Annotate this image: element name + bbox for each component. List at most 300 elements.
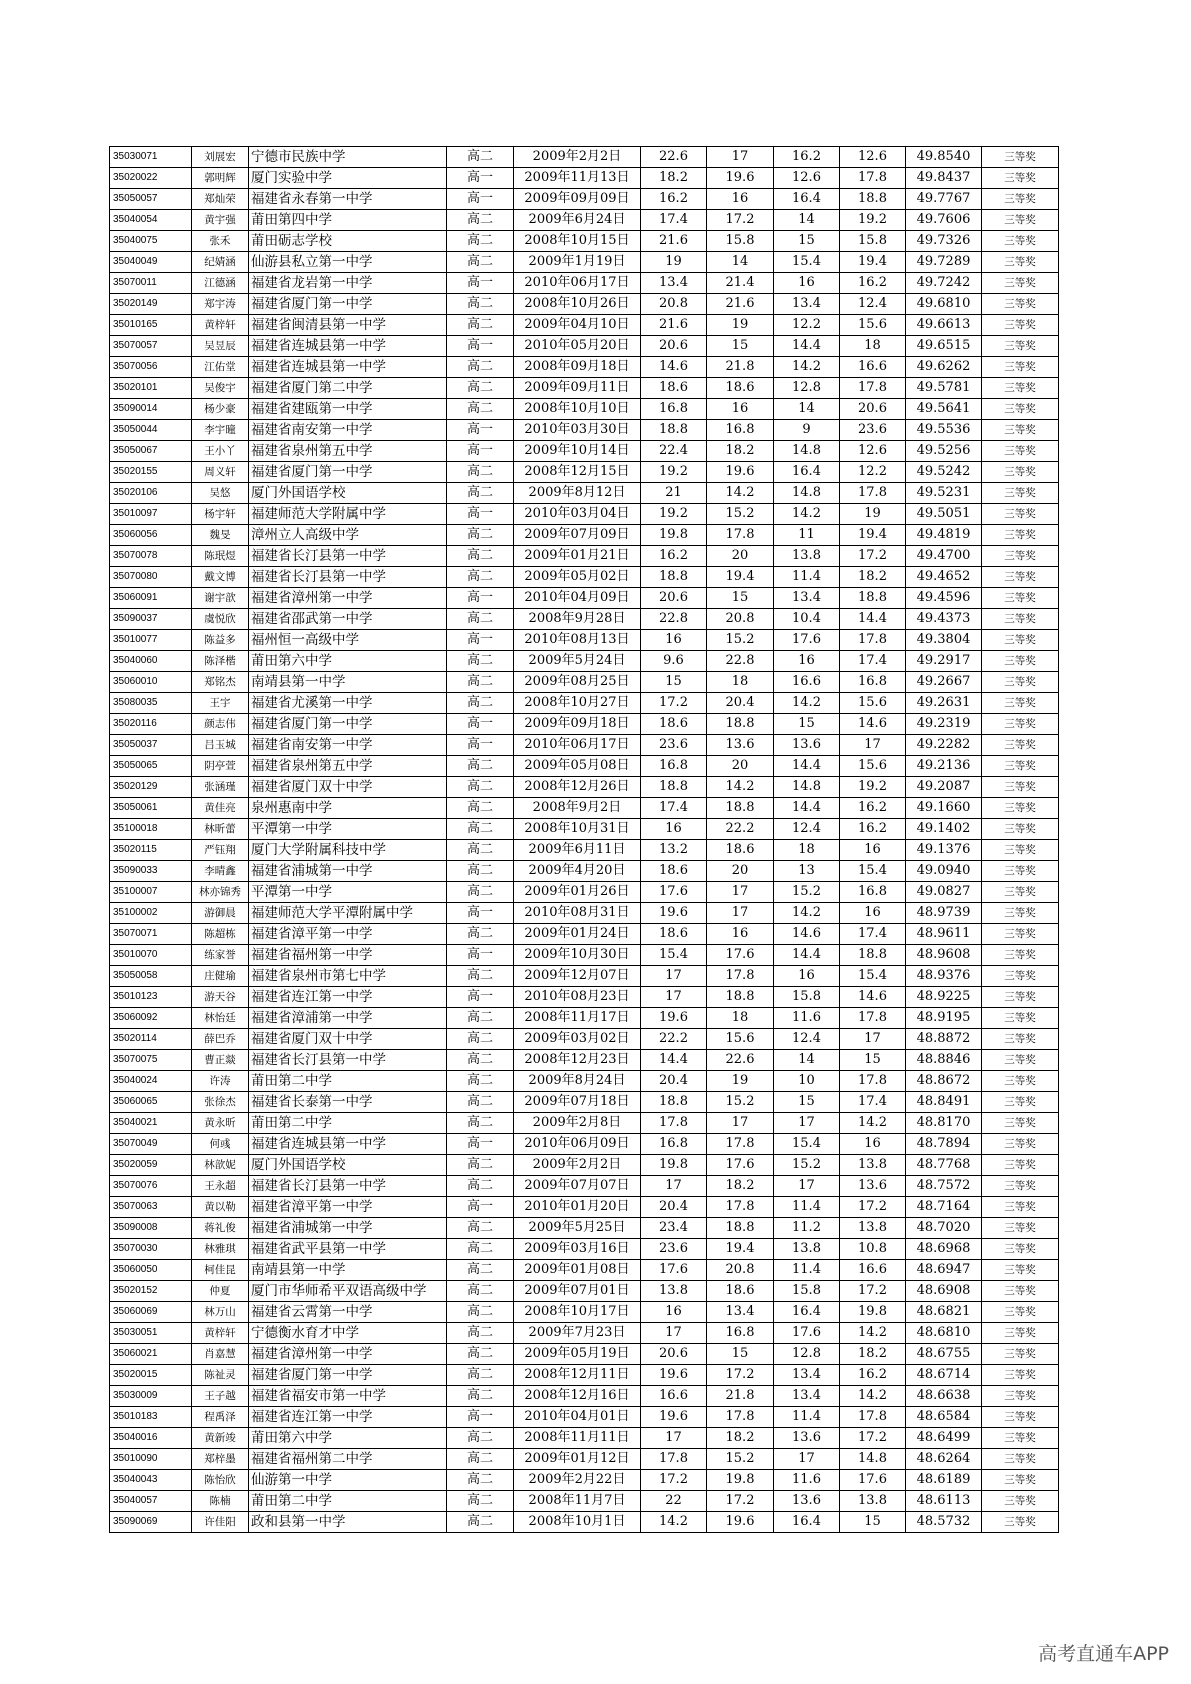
score-2-cell: 15 bbox=[707, 1344, 774, 1365]
student-id-cell: 35020114 bbox=[110, 1029, 192, 1050]
total-score-cell: 49.6515 bbox=[906, 336, 982, 357]
score-3-cell: 17 bbox=[774, 1113, 840, 1134]
total-score-cell: 49.5781 bbox=[906, 378, 982, 399]
school-cell: 福建省连城县第一中学 bbox=[249, 1134, 447, 1155]
score-3-cell: 17 bbox=[774, 1449, 840, 1470]
score-4-cell: 18.2 bbox=[840, 567, 906, 588]
total-score-cell: 49.6613 bbox=[906, 315, 982, 336]
birthdate-cell: 2010年04月09日 bbox=[514, 588, 641, 609]
grade-cell: 高一 bbox=[447, 189, 514, 210]
score-2-cell: 17 bbox=[707, 147, 774, 168]
table-row bbox=[110, 273, 1059, 294]
school-cell: 福建省建瓯第一中学 bbox=[249, 399, 447, 420]
student-name-cell: 柯佳昆 bbox=[192, 1260, 249, 1281]
score-3-cell: 11.4 bbox=[774, 1407, 840, 1428]
table-row bbox=[110, 546, 1059, 567]
score-4-cell: 15 bbox=[840, 1050, 906, 1071]
student-name-cell: 林雅琪 bbox=[192, 1239, 249, 1260]
award-cell: 三等奖 bbox=[982, 525, 1059, 546]
award-cell: 三等奖 bbox=[982, 1008, 1059, 1029]
award-cell: 三等奖 bbox=[982, 1344, 1059, 1365]
score-3-cell: 13.4 bbox=[774, 294, 840, 315]
student-name-cell: 王永超 bbox=[192, 1176, 249, 1197]
table-row bbox=[110, 231, 1059, 252]
score-2-cell: 20 bbox=[707, 756, 774, 777]
award-cell: 三等奖 bbox=[982, 630, 1059, 651]
score-1-cell: 17 bbox=[641, 966, 707, 987]
student-name-cell: 吴昱辰 bbox=[192, 336, 249, 357]
total-score-cell: 48.8491 bbox=[906, 1092, 982, 1113]
table-row bbox=[110, 1092, 1059, 1113]
student-id-cell: 35080035 bbox=[110, 693, 192, 714]
student-id-cell: 35070049 bbox=[110, 1134, 192, 1155]
total-score-cell: 49.1660 bbox=[906, 798, 982, 819]
student-id-cell: 35020152 bbox=[110, 1281, 192, 1302]
score-1-cell: 17 bbox=[641, 987, 707, 1008]
score-4-cell: 13.8 bbox=[840, 1491, 906, 1512]
score-2-cell: 18.6 bbox=[707, 840, 774, 861]
grade-cell: 高二 bbox=[447, 1365, 514, 1386]
score-1-cell: 18.6 bbox=[641, 924, 707, 945]
score-4-cell: 18.8 bbox=[840, 588, 906, 609]
birthdate-cell: 2008年12月23日 bbox=[514, 1050, 641, 1071]
school-cell: 福建省长泰第一中学 bbox=[249, 1092, 447, 1113]
total-score-cell: 48.7572 bbox=[906, 1176, 982, 1197]
school-cell: 政和县第一中学 bbox=[249, 1512, 447, 1533]
student-name-cell: 曹正燚 bbox=[192, 1050, 249, 1071]
score-4-cell: 17.8 bbox=[840, 1071, 906, 1092]
score-1-cell: 15 bbox=[641, 672, 707, 693]
score-2-cell: 21.8 bbox=[707, 357, 774, 378]
grade-cell: 高二 bbox=[447, 1344, 514, 1365]
total-score-cell: 48.7164 bbox=[906, 1197, 982, 1218]
table-row bbox=[110, 294, 1059, 315]
score-3-cell: 17 bbox=[774, 1176, 840, 1197]
score-4-cell: 16.8 bbox=[840, 672, 906, 693]
total-score-cell: 49.7606 bbox=[906, 210, 982, 231]
table-row bbox=[110, 1323, 1059, 1344]
school-cell: 福建省连江第一中学 bbox=[249, 1407, 447, 1428]
school-cell: 福建省武平县第一中学 bbox=[249, 1239, 447, 1260]
birthdate-cell: 2008年9月2日 bbox=[514, 798, 641, 819]
school-cell: 福建省厦门双十中学 bbox=[249, 1029, 447, 1050]
score-4-cell: 15.6 bbox=[840, 315, 906, 336]
score-2-cell: 18.2 bbox=[707, 1428, 774, 1449]
birthdate-cell: 2010年03月30日 bbox=[514, 420, 641, 441]
score-4-cell: 18.8 bbox=[840, 189, 906, 210]
score-4-cell: 17.2 bbox=[840, 1428, 906, 1449]
grade-cell: 高一 bbox=[447, 1134, 514, 1155]
score-2-cell: 17 bbox=[707, 882, 774, 903]
table-row bbox=[110, 1113, 1059, 1134]
total-score-cell: 48.7894 bbox=[906, 1134, 982, 1155]
student-id-cell: 35060010 bbox=[110, 672, 192, 693]
score-1-cell: 14.2 bbox=[641, 1512, 707, 1533]
birthdate-cell: 2009年8月12日 bbox=[514, 483, 641, 504]
award-cell: 三等奖 bbox=[982, 462, 1059, 483]
score-4-cell: 18.8 bbox=[840, 945, 906, 966]
total-score-cell: 49.5051 bbox=[906, 504, 982, 525]
score-1-cell: 18.2 bbox=[641, 168, 707, 189]
score-2-cell: 20 bbox=[707, 861, 774, 882]
total-score-cell: 48.6264 bbox=[906, 1449, 982, 1470]
birthdate-cell: 2009年05月08日 bbox=[514, 756, 641, 777]
school-cell: 福建省厦门第二中学 bbox=[249, 378, 447, 399]
school-cell: 福建省南安第一中学 bbox=[249, 735, 447, 756]
grade-cell: 高二 bbox=[447, 1029, 514, 1050]
score-1-cell: 9.6 bbox=[641, 651, 707, 672]
total-score-cell: 49.3804 bbox=[906, 630, 982, 651]
score-3-cell: 16.4 bbox=[774, 1302, 840, 1323]
award-cell: 三等奖 bbox=[982, 1197, 1059, 1218]
student-id-cell: 35070030 bbox=[110, 1239, 192, 1260]
student-id-cell: 35020059 bbox=[110, 1155, 192, 1176]
total-score-cell: 49.4819 bbox=[906, 525, 982, 546]
table-row bbox=[110, 798, 1059, 819]
score-4-cell: 16.2 bbox=[840, 798, 906, 819]
student-name-cell: 许涛 bbox=[192, 1071, 249, 1092]
score-2-cell: 15.2 bbox=[707, 1092, 774, 1113]
score-1-cell: 19.2 bbox=[641, 462, 707, 483]
score-4-cell: 17.2 bbox=[840, 1197, 906, 1218]
score-1-cell: 13.8 bbox=[641, 1281, 707, 1302]
school-cell: 福州恒一高级中学 bbox=[249, 630, 447, 651]
award-cell: 三等奖 bbox=[982, 714, 1059, 735]
grade-cell: 高一 bbox=[447, 1197, 514, 1218]
table-row bbox=[110, 1512, 1059, 1533]
score-1-cell: 18.8 bbox=[641, 777, 707, 798]
score-2-cell: 22.8 bbox=[707, 651, 774, 672]
score-3-cell: 13.8 bbox=[774, 546, 840, 567]
student-id-cell: 35050061 bbox=[110, 798, 192, 819]
student-id-cell: 35030051 bbox=[110, 1323, 192, 1344]
score-4-cell: 12.2 bbox=[840, 462, 906, 483]
score-4-cell: 17 bbox=[840, 735, 906, 756]
table-row bbox=[110, 1491, 1059, 1512]
table-row bbox=[110, 420, 1059, 441]
total-score-cell: 49.1376 bbox=[906, 840, 982, 861]
student-name-cell: 杨少豪 bbox=[192, 399, 249, 420]
total-score-cell: 48.5732 bbox=[906, 1512, 982, 1533]
score-4-cell: 17.8 bbox=[840, 483, 906, 504]
school-cell: 莆田第二中学 bbox=[249, 1491, 447, 1512]
school-cell: 福建省泉州第五中学 bbox=[249, 756, 447, 777]
score-2-cell: 19.6 bbox=[707, 168, 774, 189]
score-3-cell: 16 bbox=[774, 651, 840, 672]
score-1-cell: 22.8 bbox=[641, 609, 707, 630]
score-3-cell: 13.6 bbox=[774, 735, 840, 756]
table-row bbox=[110, 777, 1059, 798]
score-3-cell: 18 bbox=[774, 840, 840, 861]
score-3-cell: 13.4 bbox=[774, 1365, 840, 1386]
score-4-cell: 17.8 bbox=[840, 1008, 906, 1029]
grade-cell: 高二 bbox=[447, 756, 514, 777]
award-cell: 三等奖 bbox=[982, 1281, 1059, 1302]
grade-cell: 高二 bbox=[447, 147, 514, 168]
total-score-cell: 49.4652 bbox=[906, 567, 982, 588]
score-1-cell: 19.8 bbox=[641, 525, 707, 546]
total-score-cell: 48.6638 bbox=[906, 1386, 982, 1407]
total-score-cell: 48.9225 bbox=[906, 987, 982, 1008]
school-cell: 福建省泉州第五中学 bbox=[249, 441, 447, 462]
grade-cell: 高二 bbox=[447, 525, 514, 546]
grade-cell: 高二 bbox=[447, 1092, 514, 1113]
total-score-cell: 48.6189 bbox=[906, 1470, 982, 1491]
student-id-cell: 35030071 bbox=[110, 147, 192, 168]
student-id-cell: 35090033 bbox=[110, 861, 192, 882]
total-score-cell: 49.7326 bbox=[906, 231, 982, 252]
student-id-cell: 35010123 bbox=[110, 987, 192, 1008]
score-3-cell: 14.4 bbox=[774, 756, 840, 777]
grade-cell: 高二 bbox=[447, 609, 514, 630]
score-2-cell: 17.2 bbox=[707, 210, 774, 231]
award-cell: 三等奖 bbox=[982, 378, 1059, 399]
score-3-cell: 12.6 bbox=[774, 168, 840, 189]
student-name-cell: 谢宇歆 bbox=[192, 588, 249, 609]
score-3-cell: 9 bbox=[774, 420, 840, 441]
grade-cell: 高二 bbox=[447, 1512, 514, 1533]
score-3-cell: 11.6 bbox=[774, 1470, 840, 1491]
table-row bbox=[110, 651, 1059, 672]
score-2-cell: 18.8 bbox=[707, 714, 774, 735]
score-1-cell: 17.4 bbox=[641, 798, 707, 819]
award-cell: 三等奖 bbox=[982, 1218, 1059, 1239]
score-1-cell: 20.4 bbox=[641, 1197, 707, 1218]
award-cell: 三等奖 bbox=[982, 273, 1059, 294]
school-cell: 莆田第六中学 bbox=[249, 1428, 447, 1449]
total-score-cell: 49.8437 bbox=[906, 168, 982, 189]
results-table bbox=[109, 146, 1059, 1533]
score-1-cell: 19.6 bbox=[641, 1008, 707, 1029]
award-cell: 三等奖 bbox=[982, 1470, 1059, 1491]
student-name-cell: 严钰翔 bbox=[192, 840, 249, 861]
award-cell: 三等奖 bbox=[982, 1029, 1059, 1050]
student-name-cell: 吴悠 bbox=[192, 483, 249, 504]
student-name-cell: 蒋礼俊 bbox=[192, 1218, 249, 1239]
student-name-cell: 郭明辉 bbox=[192, 168, 249, 189]
total-score-cell: 49.5641 bbox=[906, 399, 982, 420]
award-cell: 三等奖 bbox=[982, 1050, 1059, 1071]
score-4-cell: 18 bbox=[840, 336, 906, 357]
grade-cell: 高二 bbox=[447, 819, 514, 840]
score-4-cell: 14.2 bbox=[840, 1113, 906, 1134]
student-name-cell: 刘展宏 bbox=[192, 147, 249, 168]
birthdate-cell: 2008年9月28日 bbox=[514, 609, 641, 630]
grade-cell: 高二 bbox=[447, 483, 514, 504]
score-4-cell: 14.2 bbox=[840, 1386, 906, 1407]
score-1-cell: 18.6 bbox=[641, 714, 707, 735]
score-2-cell: 19.4 bbox=[707, 567, 774, 588]
grade-cell: 高二 bbox=[447, 1428, 514, 1449]
school-cell: 福建省浦城第一中学 bbox=[249, 861, 447, 882]
score-2-cell: 15.8 bbox=[707, 231, 774, 252]
birthdate-cell: 2008年10月10日 bbox=[514, 399, 641, 420]
student-name-cell: 庄健瑜 bbox=[192, 966, 249, 987]
score-4-cell: 12.6 bbox=[840, 147, 906, 168]
birthdate-cell: 2009年7月23日 bbox=[514, 1323, 641, 1344]
award-cell: 三等奖 bbox=[982, 777, 1059, 798]
score-4-cell: 19.8 bbox=[840, 1302, 906, 1323]
student-name-cell: 肖嘉慧 bbox=[192, 1344, 249, 1365]
score-2-cell: 16 bbox=[707, 924, 774, 945]
score-1-cell: 16.8 bbox=[641, 756, 707, 777]
score-4-cell: 16.2 bbox=[840, 1365, 906, 1386]
score-4-cell: 17.4 bbox=[840, 651, 906, 672]
score-3-cell: 15.8 bbox=[774, 987, 840, 1008]
grade-cell: 高一 bbox=[447, 1407, 514, 1428]
score-3-cell: 14.6 bbox=[774, 924, 840, 945]
total-score-cell: 48.9611 bbox=[906, 924, 982, 945]
total-score-cell: 48.8672 bbox=[906, 1071, 982, 1092]
table-row bbox=[110, 1050, 1059, 1071]
birthdate-cell: 2010年06月17日 bbox=[514, 735, 641, 756]
score-3-cell: 15.2 bbox=[774, 882, 840, 903]
student-id-cell: 35030009 bbox=[110, 1386, 192, 1407]
school-cell: 福建省漳平第一中学 bbox=[249, 924, 447, 945]
total-score-cell: 49.2667 bbox=[906, 672, 982, 693]
student-id-cell: 35070057 bbox=[110, 336, 192, 357]
table-row bbox=[110, 399, 1059, 420]
award-cell: 三等奖 bbox=[982, 861, 1059, 882]
score-2-cell: 20.4 bbox=[707, 693, 774, 714]
score-3-cell: 14.8 bbox=[774, 777, 840, 798]
score-2-cell: 15.2 bbox=[707, 630, 774, 651]
total-score-cell: 48.9376 bbox=[906, 966, 982, 987]
score-4-cell: 13.6 bbox=[840, 1176, 906, 1197]
school-cell: 福建省连城县第一中学 bbox=[249, 357, 447, 378]
total-score-cell: 49.2917 bbox=[906, 651, 982, 672]
grade-cell: 高二 bbox=[447, 1071, 514, 1092]
student-name-cell: 李晴鑫 bbox=[192, 861, 249, 882]
total-score-cell: 49.5536 bbox=[906, 420, 982, 441]
birthdate-cell: 2009年1月19日 bbox=[514, 252, 641, 273]
student-name-cell: 何彧 bbox=[192, 1134, 249, 1155]
score-3-cell: 13.4 bbox=[774, 588, 840, 609]
score-3-cell: 11 bbox=[774, 525, 840, 546]
score-1-cell: 16 bbox=[641, 630, 707, 651]
school-cell: 福建省福安市第一中学 bbox=[249, 1386, 447, 1407]
birthdate-cell: 2009年03月02日 bbox=[514, 1029, 641, 1050]
student-name-cell: 张徐杰 bbox=[192, 1092, 249, 1113]
score-2-cell: 17.2 bbox=[707, 1365, 774, 1386]
results-table-wrap bbox=[109, 146, 1059, 1533]
student-name-cell: 江德涵 bbox=[192, 273, 249, 294]
birthdate-cell: 2009年2月22日 bbox=[514, 1470, 641, 1491]
score-1-cell: 20.6 bbox=[641, 336, 707, 357]
student-id-cell: 35040016 bbox=[110, 1428, 192, 1449]
birthdate-cell: 2010年08月23日 bbox=[514, 987, 641, 1008]
total-score-cell: 49.4373 bbox=[906, 609, 982, 630]
score-2-cell: 19 bbox=[707, 1071, 774, 1092]
score-3-cell: 14.2 bbox=[774, 357, 840, 378]
student-id-cell: 35010165 bbox=[110, 315, 192, 336]
total-score-cell: 48.6908 bbox=[906, 1281, 982, 1302]
table-row bbox=[110, 1071, 1059, 1092]
score-1-cell: 13.2 bbox=[641, 840, 707, 861]
score-2-cell: 22.6 bbox=[707, 1050, 774, 1071]
student-name-cell: 郑梓墨 bbox=[192, 1449, 249, 1470]
student-name-cell: 林歆妮 bbox=[192, 1155, 249, 1176]
student-name-cell: 张禾 bbox=[192, 231, 249, 252]
score-3-cell: 14 bbox=[774, 210, 840, 231]
award-cell: 三等奖 bbox=[982, 966, 1059, 987]
birthdate-cell: 2009年01月26日 bbox=[514, 882, 641, 903]
score-2-cell: 16 bbox=[707, 399, 774, 420]
score-4-cell: 17.6 bbox=[840, 1470, 906, 1491]
award-cell: 三等奖 bbox=[982, 567, 1059, 588]
score-3-cell: 11.4 bbox=[774, 1260, 840, 1281]
student-name-cell: 游御晨 bbox=[192, 903, 249, 924]
score-4-cell: 19.2 bbox=[840, 210, 906, 231]
birthdate-cell: 2009年6月24日 bbox=[514, 210, 641, 231]
score-1-cell: 16.6 bbox=[641, 1386, 707, 1407]
total-score-cell: 49.0940 bbox=[906, 861, 982, 882]
score-4-cell: 16 bbox=[840, 840, 906, 861]
score-4-cell: 12.6 bbox=[840, 441, 906, 462]
score-1-cell: 19.2 bbox=[641, 504, 707, 525]
table-row bbox=[110, 630, 1059, 651]
score-4-cell: 19.4 bbox=[840, 525, 906, 546]
score-4-cell: 16.8 bbox=[840, 882, 906, 903]
award-cell: 三等奖 bbox=[982, 672, 1059, 693]
student-id-cell: 35040049 bbox=[110, 252, 192, 273]
total-score-cell: 49.1402 bbox=[906, 819, 982, 840]
score-3-cell: 14.2 bbox=[774, 504, 840, 525]
score-4-cell: 10.8 bbox=[840, 1239, 906, 1260]
grade-cell: 高二 bbox=[447, 252, 514, 273]
award-cell: 三等奖 bbox=[982, 756, 1059, 777]
score-2-cell: 18.6 bbox=[707, 378, 774, 399]
student-id-cell: 35040024 bbox=[110, 1071, 192, 1092]
score-1-cell: 22.4 bbox=[641, 441, 707, 462]
total-score-cell: 49.6810 bbox=[906, 294, 982, 315]
score-1-cell: 18.6 bbox=[641, 861, 707, 882]
award-cell: 三等奖 bbox=[982, 819, 1059, 840]
grade-cell: 高二 bbox=[447, 294, 514, 315]
table-row bbox=[110, 210, 1059, 231]
award-cell: 三等奖 bbox=[982, 1365, 1059, 1386]
award-cell: 三等奖 bbox=[982, 147, 1059, 168]
table-row bbox=[110, 945, 1059, 966]
school-cell: 福建省云霄第一中学 bbox=[249, 1302, 447, 1323]
score-1-cell: 23.4 bbox=[641, 1218, 707, 1239]
grade-cell: 高二 bbox=[447, 924, 514, 945]
school-cell: 宁德市民族中学 bbox=[249, 147, 447, 168]
school-cell: 福建省长汀县第一中学 bbox=[249, 546, 447, 567]
birthdate-cell: 2008年10月26日 bbox=[514, 294, 641, 315]
award-cell: 三等奖 bbox=[982, 441, 1059, 462]
score-4-cell: 16.2 bbox=[840, 273, 906, 294]
score-1-cell: 16.2 bbox=[641, 189, 707, 210]
score-3-cell: 15 bbox=[774, 714, 840, 735]
student-id-cell: 35070080 bbox=[110, 567, 192, 588]
school-cell: 平潭第一中学 bbox=[249, 882, 447, 903]
school-cell: 福建省永春第一中学 bbox=[249, 189, 447, 210]
score-4-cell: 17.8 bbox=[840, 630, 906, 651]
student-id-cell: 35090069 bbox=[110, 1512, 192, 1533]
school-cell: 福建省厦门第一中学 bbox=[249, 294, 447, 315]
score-4-cell: 19.2 bbox=[840, 777, 906, 798]
score-1-cell: 17 bbox=[641, 1428, 707, 1449]
score-4-cell: 17.8 bbox=[840, 378, 906, 399]
student-id-cell: 35050037 bbox=[110, 735, 192, 756]
school-cell: 福建省厦门双十中学 bbox=[249, 777, 447, 798]
birthdate-cell: 2009年11月13日 bbox=[514, 168, 641, 189]
birthdate-cell: 2008年10月1日 bbox=[514, 1512, 641, 1533]
score-1-cell: 17.6 bbox=[641, 882, 707, 903]
table-row bbox=[110, 735, 1059, 756]
student-id-cell: 35040075 bbox=[110, 231, 192, 252]
